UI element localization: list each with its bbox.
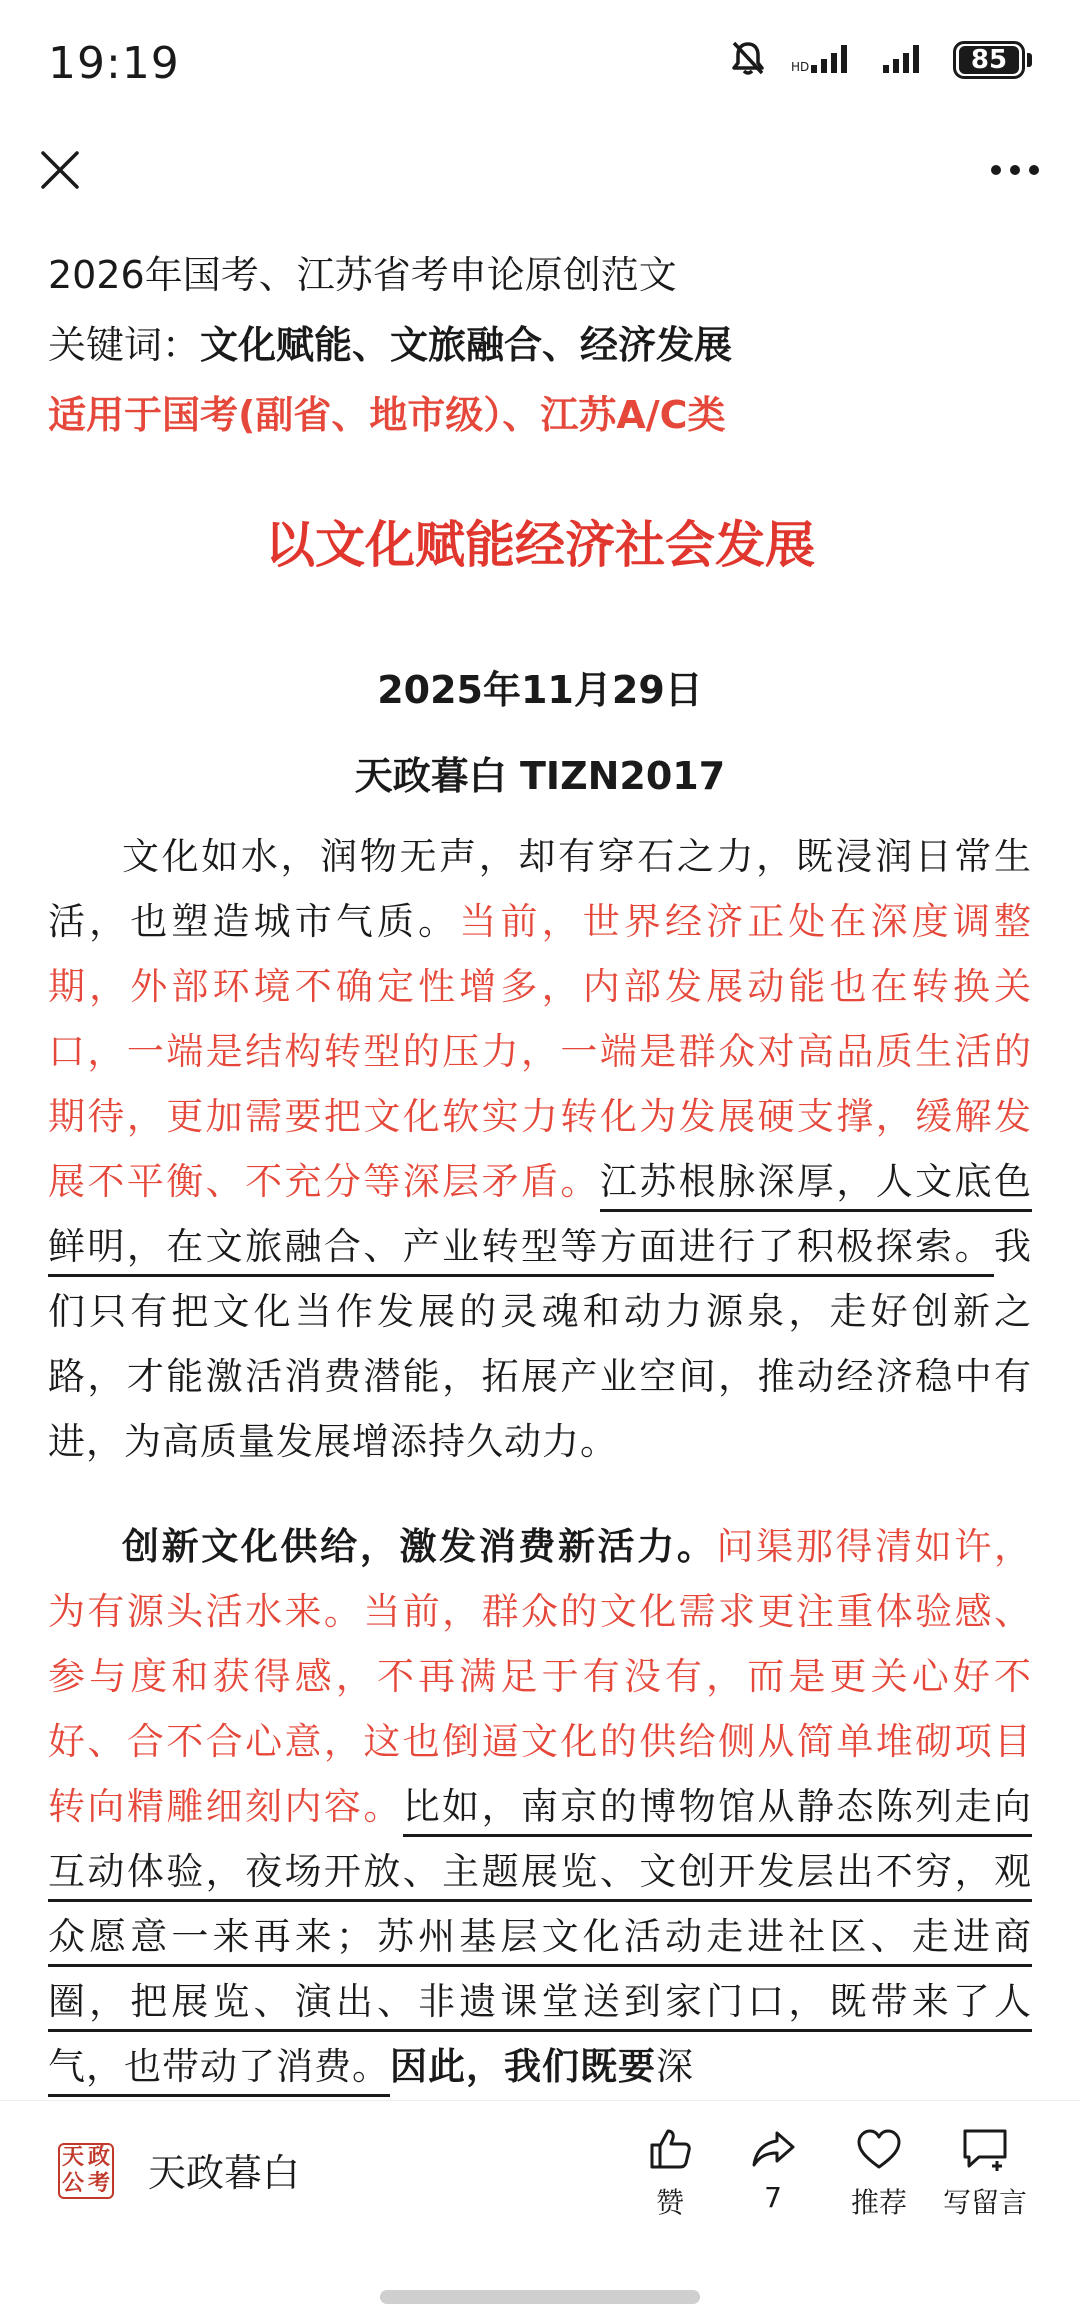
article-author: 天政暮白 TIZN2017	[354, 754, 726, 798]
more-button[interactable]	[980, 140, 1050, 200]
svg-text:HD: HD	[791, 60, 810, 74]
p1-sentence-3: 江苏根脉深厚，人文底色鲜明，在文旅融合、产业转型等方面进行了积极探索。	[48, 1160, 1032, 1277]
status-bar	[0, 0, 1080, 120]
article-scope: 适用于国考(副省、地市级）、江苏A/C类	[48, 393, 726, 437]
p2-heading: 创新文化供给，激发消费新活力。	[122, 1525, 717, 1568]
article-keywords	[48, 310, 1032, 380]
close-icon	[40, 150, 80, 190]
share-icon	[749, 2125, 797, 2173]
like-button[interactable]	[615, 2125, 725, 2221]
p1-sentence-4: 我们只有把文化当作发展的灵魂和动力源泉，走好创新之路，才能激活消费潜能，拓展产业空间，推动经济稳中有进，为高质量发展增添持久动力。	[48, 1225, 1032, 1463]
top-bar	[0, 120, 1080, 220]
article	[48, 240, 1032, 2100]
article-subtitle: 2026年国考、江苏省考申论原创范文	[48, 253, 677, 297]
status-icons	[731, 40, 1032, 80]
signal-icon-sim1	[791, 41, 855, 79]
account-logo[interactable]: 天 政 公 考	[58, 2143, 114, 2199]
signal-icon-sim2	[881, 41, 927, 79]
bottom-action-bar	[0, 2100, 1080, 2251]
p2-sentence-2: 问渠那得清如许，为有源头活水来。当前，群众的文化需求更注重体验感、参与度和获得感，不再满足于有没有，而是更关心好不好、合不合心意，这也倒逼文化的供给侧从简单堆砌项目转向精雕细刻内容。	[48, 1525, 1032, 1828]
close-button[interactable]	[30, 140, 90, 200]
share-count: 7	[764, 2181, 782, 2214]
status-time: 19:19	[48, 38, 180, 89]
article-title: 以文化赋能经济社会发展	[265, 516, 815, 574]
like-label: 赞	[655, 2186, 684, 2219]
paragraph-2	[48, 1514, 1032, 2099]
account-name[interactable]: 天政暮白	[148, 2151, 301, 2195]
keywords-prefix: 关键词：	[48, 323, 201, 367]
comment-plus-icon	[959, 2125, 1011, 2173]
thumbs-up-icon	[646, 2125, 694, 2173]
p2-sentence-4: 因此，我们既要	[390, 2045, 656, 2088]
mute-icon	[731, 40, 765, 80]
p2-sentence-5: 深	[656, 2045, 694, 2088]
recommend-button[interactable]	[824, 2125, 934, 2221]
keywords-text: 文化赋能、文旅融合、经济发展	[200, 323, 733, 367]
comment-label: 写留言	[942, 2186, 1027, 2219]
article-date: 2025年11月29日	[377, 668, 703, 712]
battery-icon	[953, 41, 1032, 79]
heart-icon	[855, 2125, 903, 2173]
battery-level: 85	[959, 46, 1019, 74]
paragraph-1	[48, 824, 1032, 1474]
more-icon	[990, 164, 1040, 176]
p1-sentence-1: 文化如水，润物无声，却有穿石之力，既浸润日常生活，也塑造城市气质。	[48, 835, 1032, 943]
p1-sentence-2: 当前，世界经济正处在深度调整期，外部环境不确定性增多，内部发展动能也在转换关口，一端是结构转型的压力，一端是群众对高品质生活的期待，更加需要把文化软实力转化为发展硬支撑，缓解发展不平衡、不充分等深层矛盾。	[48, 900, 1032, 1203]
share-button[interactable]	[718, 2125, 828, 2214]
comment-button[interactable]	[930, 2125, 1040, 2221]
recommend-label: 推荐	[850, 2186, 907, 2219]
home-indicator[interactable]	[380, 2290, 700, 2304]
p2-sentence-3: 比如，南京的博物馆从静态陈列走向互动体验，夜场开放、主题展览、文创开发层出不穷，观众愿意一来再来；苏州基层文化活动走进社区、走进商圈，把展览、演出、非遗课堂送到家门口，既带来了人气，也带动了消费。	[48, 1785, 1032, 2097]
